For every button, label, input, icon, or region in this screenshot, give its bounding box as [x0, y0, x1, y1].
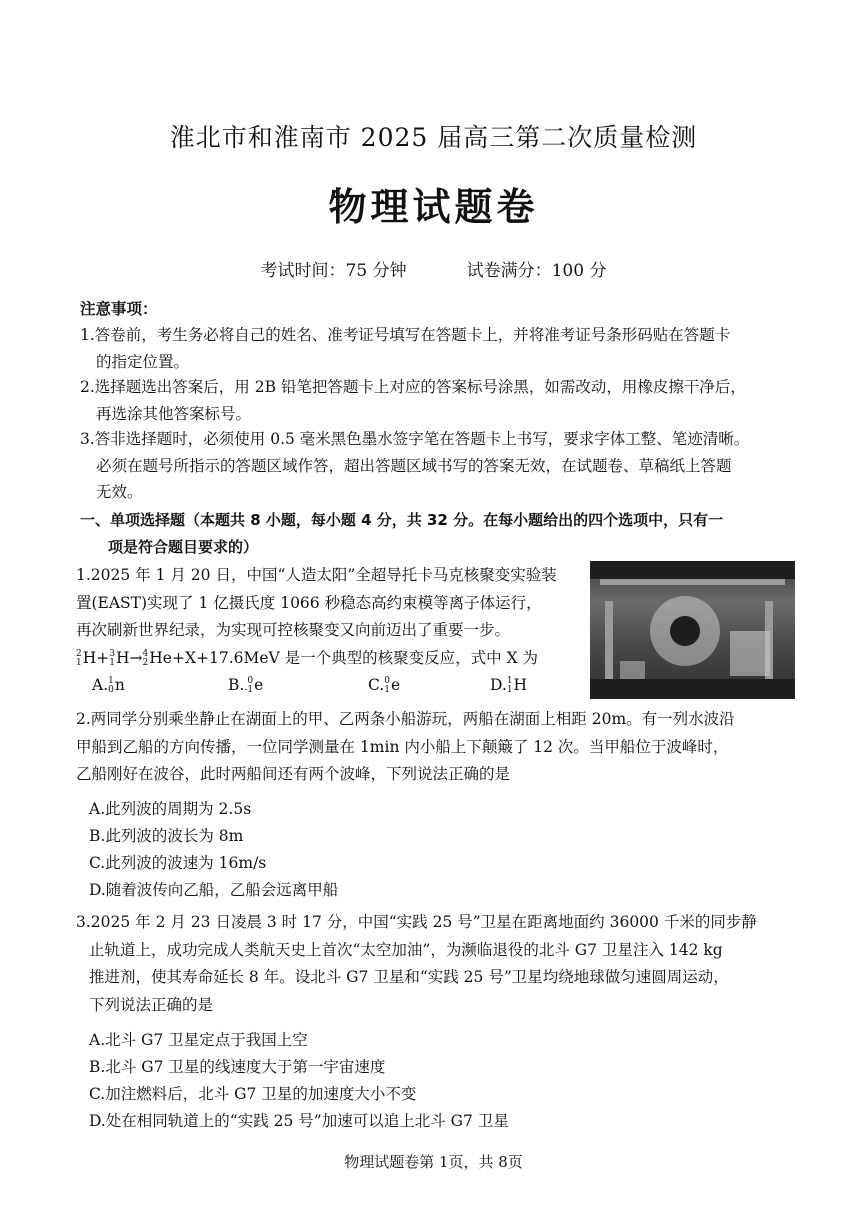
- note-3-line-1: 3.答非选择题时，必须使用 0.5 毫米黑色墨水签字笔在答题卡上书写，要求字体工整、笔迹清晰。: [80, 430, 750, 448]
- q2-option-c: C.此列波的波速为 16m/s: [89, 854, 267, 872]
- q2-line-2: 甲船到乙船的方向传播，一位同学测量在 1min 内小船上下颠簸了 12 次。当甲船位于波峰时，: [76, 737, 729, 756]
- q2-option-a: A.此列波的周期为 2.5s: [89, 800, 252, 818]
- q3-option-b: B.北斗 G7 卫星的线速度大于第一宇宙速度: [89, 1058, 386, 1076]
- section-1-heading: [80, 507, 792, 561]
- question-3: [76, 909, 788, 1019]
- q3-line-1: 3.2025 年 2 月 23 日凌晨 3 时 17 分，中国“实践 25 号”卫星在距离地面约 36000 千米的同步静: [76, 913, 757, 931]
- note-2-line-1: 2.选择题选出答案后，用 2B 铅笔把答题卡上对应的答案标号涂黑，如需改动，用橡皮擦干净后，: [80, 378, 746, 396]
- reaction-arrow: →: [129, 648, 143, 667]
- note-3-line-3: 无效。: [96, 483, 143, 501]
- q3-option-c: C.加注燃料后，北斗 G7 卫星的加速度大小不变: [89, 1085, 417, 1103]
- page-footer: 物理试题卷第 1页，共 8页: [344, 1153, 523, 1171]
- q2-option-d: D.随着波传向乙船，乙船会远离甲船: [89, 881, 339, 899]
- section-1-line-1: 一、单项选择题（本题共 8 小题，每小题 4 分，共 32 分。在每小题给出的四个选项中，只有一: [80, 511, 724, 529]
- notes-heading: 注意事项：: [80, 299, 158, 318]
- question-2: [76, 706, 788, 789]
- q1-reaction: [76, 645, 581, 673]
- note-3-line-2: 必须在题号所指示的答题区域作答，超出答题区域书写的答案无效，在试题卷、草稿纸上答题: [96, 456, 732, 475]
- q1-line-1: 1.2025 年 1 月 20 日，中国“人造太阳”全超导托卡马克核聚变实验装: [76, 566, 557, 584]
- q1-option-d: D. 1 1 H: [490, 676, 528, 695]
- nuclide-he4: 4 2 He: [142, 648, 172, 668]
- q1-option-a: A. 1 0 n: [92, 676, 125, 695]
- q1-line-3: 再次刷新世界纪录，为实现可控核聚变又向前迈出了重要一步。: [76, 621, 511, 639]
- note-2-line-2: 再选涂其他答案标号。: [96, 404, 252, 423]
- exam-info: [0, 256, 867, 281]
- q1-line-2: 置(EAST)实现了 1 亿摄氏度 1066 秒稳态高约束模等离子体运行，: [76, 593, 542, 612]
- question-1: [76, 562, 581, 672]
- q2-line-3: 乙船刚好在波谷，此时两船间还有两个波峰，下列说法正确的是: [76, 765, 511, 783]
- q3-line-3: 推进剂，使其寿命延长 8 年。设北斗 G7 卫星和“实践 25 号”卫星均绕地球做匀速圆周运动，: [89, 968, 729, 986]
- note-item-1: [80, 322, 792, 375]
- full-score: 试卷满分：100 分: [466, 261, 607, 281]
- note-1-line-2: 的指定位置。: [96, 352, 190, 371]
- q3-line-2: 止轨道上，成功完成人类航天史上首次“太空加油”，为濒临退役的北斗 G7 卫星注入 142 kg: [89, 940, 723, 959]
- exam-header-title: 淮北市和淮南市 2025 届高三第二次质量检测: [169, 123, 698, 152]
- plus-sign: +: [96, 648, 110, 667]
- q1-option-b: B. 0 -1 e: [228, 676, 264, 695]
- note-1-line-1: 1.答卷前，考生务必将自己的姓名、准考证号填写在答题卡上，并将准考证号条形码贴在答题卡: [80, 326, 731, 344]
- q2-option-b: B.此列波的波长为 8m: [89, 827, 244, 845]
- nuclide-h2: 2 1 H: [76, 648, 97, 668]
- exam-time: 考试时间：75 分钟: [260, 261, 407, 281]
- q3-options: [89, 1027, 509, 1135]
- q3-option-d: D.处在相同轨道上的“实践 25 号”加速可以追上北斗 G7 卫星: [89, 1112, 509, 1130]
- note-item-2: [80, 374, 792, 427]
- paper-title: 物理试题卷: [328, 184, 539, 229]
- note-item-3: [80, 426, 792, 506]
- nuclide-h3: 3 1 H: [109, 648, 130, 668]
- east-reactor-photo: [590, 561, 795, 699]
- section-1-line-2: 项是符合题目要求的）: [108, 538, 259, 556]
- q2-options: [89, 796, 338, 904]
- plus-x: +X: [171, 648, 196, 667]
- q3-line-4: 下列说法正确的是: [89, 995, 214, 1014]
- q3-option-a: A.北斗 G7 卫星定点于我国上空: [89, 1031, 308, 1049]
- q2-line-1: 2.两同学分别乘坐静止在湖面上的甲、乙两条小船游玩，两船在湖面上相距 20m。有一列水波沿: [76, 710, 735, 728]
- q1-option-c: C. 0 1 e: [368, 676, 401, 695]
- q1-reaction-rest: +17.6MeV 是一个典型的核聚变反应，式中 X 为: [196, 648, 539, 667]
